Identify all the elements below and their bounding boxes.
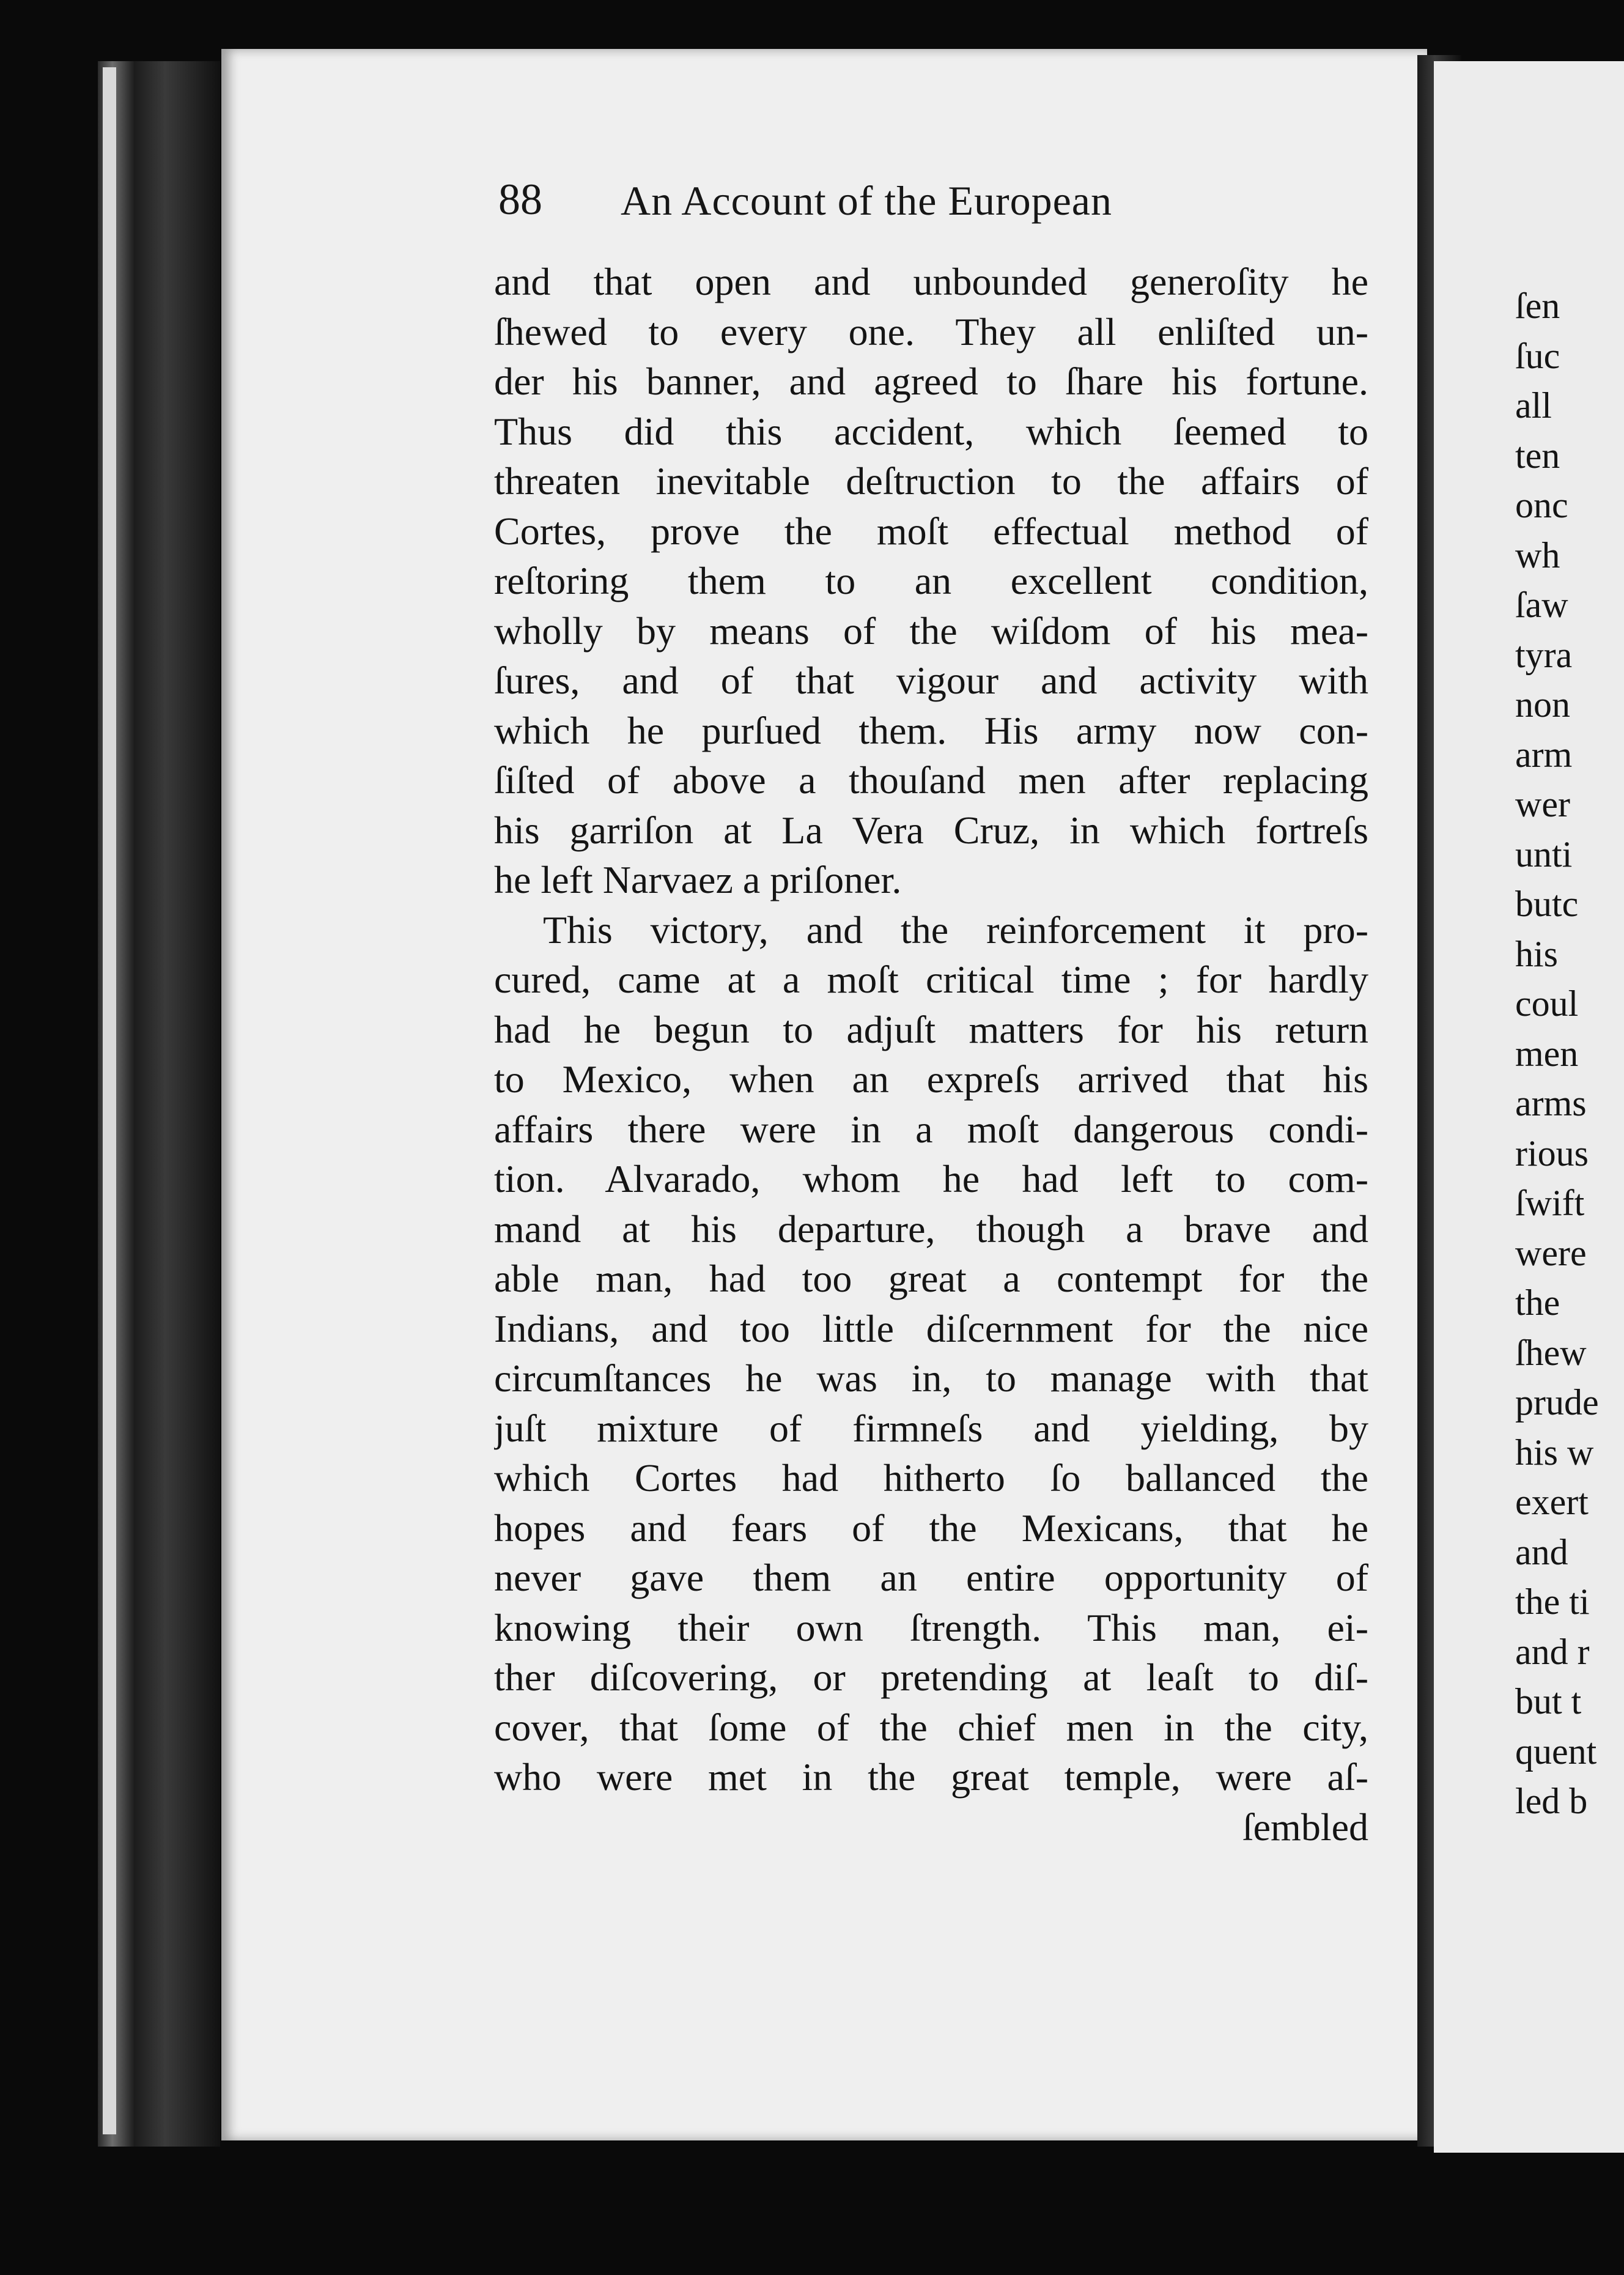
facing-text-fragment: and r xyxy=(1515,1631,1590,1672)
text-line: who were met in the great temple, were aſ- xyxy=(494,1755,1368,1799)
facing-text-fragment: ten xyxy=(1515,435,1560,476)
facing-text-fragment: and xyxy=(1515,1531,1568,1572)
facing-text-fragment: his xyxy=(1515,933,1559,974)
text-line: reſtoring them to an excellent condition, xyxy=(494,559,1368,602)
running-header xyxy=(498,174,1238,242)
text-line: Cortes, prove the moſt effectual method of xyxy=(494,509,1368,553)
facing-text-fragment: rious xyxy=(1515,1133,1589,1174)
page-edge-strip xyxy=(103,67,116,2134)
text-line: der his banner, and agreed to ſhare his fortune. xyxy=(494,360,1368,403)
facing-text-fragment: unti xyxy=(1515,834,1573,875)
text-line: which he purſued them. His army now con- xyxy=(494,708,1368,752)
facing-text-fragment: ſhew xyxy=(1515,1332,1587,1373)
facing-text-fragment: arm xyxy=(1515,734,1573,775)
text-line: circumſtances he was in, to manage with that xyxy=(494,1356,1368,1400)
text-line: affairs there were in a moſt dangerous condi- xyxy=(494,1107,1368,1151)
running-title: An Account of the European xyxy=(621,177,1112,224)
facing-text-fragment: all xyxy=(1515,385,1552,426)
text-line: ſures, and of that vigour and activity with xyxy=(494,659,1368,702)
text-line: able man, had too great a contempt for the xyxy=(494,1257,1368,1300)
text-line: cover, that ſome of the chief men in the city, xyxy=(494,1705,1368,1749)
text-line: to Mexico, when an expreſs arrived that his xyxy=(494,1057,1368,1101)
text-line: hopes and fears of the Mexicans, that he xyxy=(494,1506,1368,1550)
text-line: he left Narvaez a priſoner. xyxy=(494,858,902,901)
facing-page-text xyxy=(1515,281,1624,1827)
text-line: cured, came at a moſt critical time ; for hardly xyxy=(494,958,1368,1001)
text-line: knowing their own ſtrength. This man, ei- xyxy=(494,1605,1368,1649)
facing-text-fragment: exert xyxy=(1515,1482,1589,1522)
facing-text-fragment: ſuc xyxy=(1515,335,1560,376)
facing-text-fragment: non xyxy=(1515,684,1570,725)
text-line: tion. Alvarado, whom he had left to com- xyxy=(494,1157,1368,1200)
facing-text-fragment: but t xyxy=(1515,1681,1582,1722)
facing-text-fragment: arms xyxy=(1515,1083,1587,1123)
facing-text-fragment: wer xyxy=(1515,784,1570,824)
text-line: which Cortes had hitherto ſo ballanced the xyxy=(494,1456,1368,1500)
text-line: mand at his departure, though a brave and xyxy=(494,1207,1368,1251)
text-line: This victory, and the reinforcement it pro- xyxy=(543,908,1368,952)
text-line: ſhewed to every one. They all enliſted un- xyxy=(494,309,1368,353)
facing-text-fragment: were xyxy=(1515,1232,1587,1273)
facing-text-fragment: ſaw xyxy=(1515,585,1568,625)
facing-text-fragment: ſen xyxy=(1515,286,1560,326)
text-line: and that open and unbounded generoſity he xyxy=(494,260,1368,303)
text-line: ther diſcovering, or pretending at leaſt to diſ- xyxy=(494,1655,1368,1699)
facing-text-fragment: quent xyxy=(1515,1731,1597,1772)
facing-text-fragment: led b xyxy=(1515,1781,1588,1821)
facing-text-fragment: onc xyxy=(1515,485,1568,525)
facing-text-fragment: the ti xyxy=(1515,1581,1590,1622)
facing-text-fragment: wh xyxy=(1515,535,1560,575)
text-line: threaten inevitable deſtruction to the affairs of xyxy=(494,459,1368,503)
page-body-text xyxy=(494,257,1368,1852)
facing-text-fragment: prude xyxy=(1515,1382,1599,1422)
text-line: Thus did this accident, which ſeemed to xyxy=(494,409,1368,453)
facing-text-fragment: butc xyxy=(1515,884,1579,924)
catchword: ſembled xyxy=(1242,1805,1368,1849)
text-line: had he begun to adjuſt matters for his return xyxy=(494,1007,1368,1051)
facing-text-fragment: the xyxy=(1515,1282,1560,1323)
facing-text-fragment: coul xyxy=(1515,983,1579,1024)
facing-text-fragment: his w xyxy=(1515,1432,1594,1473)
text-line: wholly by means of the wiſdom of his mea- xyxy=(494,609,1368,653)
book-fore-edge xyxy=(98,61,220,2147)
text-line: juſt mixture of firmneſs and yielding, by xyxy=(494,1406,1368,1450)
facing-text-fragment: ſwift xyxy=(1515,1183,1585,1223)
text-line: his garriſon at La Vera Cruz, in which fortreſs xyxy=(494,808,1368,852)
text-line: ſiſted of above a thouſand men after replacing xyxy=(494,758,1368,802)
facing-text-fragment: tyra xyxy=(1515,634,1573,675)
page-number: 88 xyxy=(498,175,542,224)
facing-text-fragment: men xyxy=(1515,1033,1579,1074)
text-line: Indians, and too little diſcernment for the nice xyxy=(494,1306,1368,1350)
text-line: never gave them an entire opportunity of xyxy=(494,1556,1368,1599)
